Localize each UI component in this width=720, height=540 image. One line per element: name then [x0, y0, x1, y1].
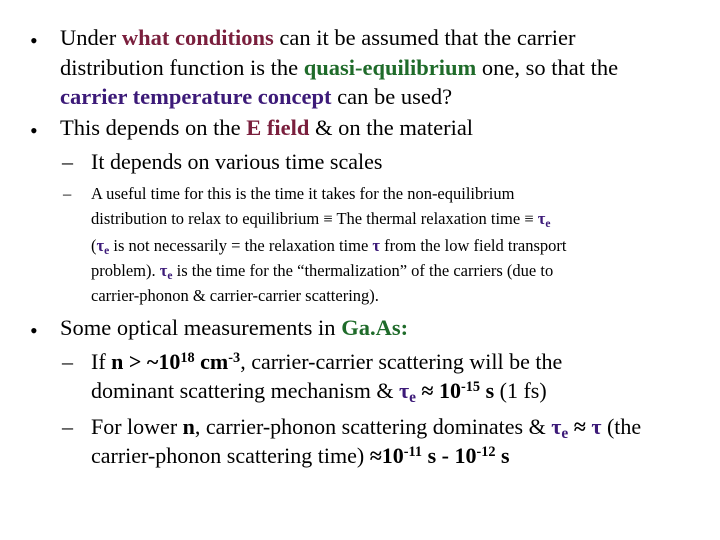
- text: , carrier-carrier scattering will be the: [240, 349, 563, 374]
- phonon-time-range: $\approx 10^{-11}$ s - $10^{-12}$ s: [369, 443, 510, 468]
- sub-3-1-line-2: [91, 378, 547, 404]
- highlight-what-conditions: what conditions: [121, 25, 274, 50]
- text: dominant scattering mechanism &: [91, 378, 399, 403]
- tau-e-symbol: $\tau_e$: [159, 261, 173, 282]
- highlight-carrier-temperature: carrier temperature concept: [60, 84, 332, 109]
- bullet-2-marker: •: [30, 118, 38, 143]
- text: from the low field transport: [380, 236, 567, 255]
- approx-symbol: ≈: [568, 414, 592, 439]
- bullet-1-line-2: [60, 55, 618, 81]
- tau-e-symbol: $\tau_e$: [551, 414, 569, 442]
- text: is not necessarily = the relaxation time: [109, 236, 373, 255]
- text: This depends on the: [60, 115, 247, 140]
- highlight-quasi-equilibrium: quasi-equilibrium: [303, 55, 477, 80]
- bullet-3-marker: •: [30, 318, 38, 343]
- text: & on the material: [309, 115, 474, 140]
- density-expression: $n > \sim 10^{18}$ $cm^{-3}$: [111, 349, 241, 374]
- bullet-3-line-1: [60, 315, 408, 341]
- text: distribution to relax to equilibrium ≡ The thermal relaxation time ≡: [91, 209, 538, 228]
- bullet-1-marker: •: [30, 28, 38, 53]
- text: (1 fs): [494, 378, 547, 403]
- sub-3-2-line-2: [91, 443, 510, 469]
- sub-3-1-line-1: [91, 349, 562, 375]
- tau-e-symbol: $\tau_e$: [537, 209, 551, 230]
- sub-2-2-line-2: [91, 209, 551, 229]
- highlight-gaas: Ga.As:: [341, 315, 409, 340]
- sub-2-1-marker: –: [62, 149, 73, 174]
- tau-symbol: τ: [591, 414, 602, 439]
- sub-2-2-line-5: carrier-phonon & carrier-carrier scattering).: [91, 286, 379, 305]
- n-symbol: n: [182, 414, 195, 439]
- bullet-1-line-3: [60, 84, 452, 110]
- tau-e-value: $\tau_e \approx 10^{-15}$ s: [398, 378, 495, 406]
- text: distribution function is the: [60, 55, 304, 80]
- text: (: [91, 236, 97, 255]
- sub-3-2-marker: –: [62, 414, 73, 439]
- text: , carrier-phonon scattering dominates &: [194, 414, 552, 439]
- text: problem).: [91, 261, 160, 280]
- text: can be used?: [331, 84, 453, 109]
- sub-2-1-line: It depends on various time scales: [91, 149, 383, 174]
- text: is the time for the “thermalization” of the carriers (due to: [172, 261, 554, 280]
- sub-3-1-marker: –: [62, 349, 73, 374]
- sub-2-2-marker: –: [63, 184, 72, 203]
- bullet-1-line-1: [60, 25, 576, 51]
- tau-symbol: τ: [372, 236, 381, 255]
- sub-2-2-line-4: [91, 261, 553, 281]
- sub-2-2-line-1: A useful time for this is the time it takes for the non-equilibrium: [91, 184, 515, 203]
- text: Some optical measurements in: [60, 315, 342, 340]
- tau-e-symbol: $\tau_e$: [96, 236, 110, 257]
- text: If: [91, 349, 112, 374]
- highlight-e-field: E field: [246, 115, 310, 140]
- bullet-2-line-1: [60, 115, 473, 141]
- text: can it be assumed that the carrier: [273, 25, 576, 50]
- text: Under: [60, 25, 122, 50]
- text: (the: [601, 414, 642, 439]
- text: one, so that the: [476, 55, 619, 80]
- sub-3-2-line-1: [91, 414, 641, 440]
- text: For lower: [91, 414, 183, 439]
- text: carrier-phonon scattering time): [91, 443, 370, 468]
- sub-2-2-line-3: [91, 236, 567, 256]
